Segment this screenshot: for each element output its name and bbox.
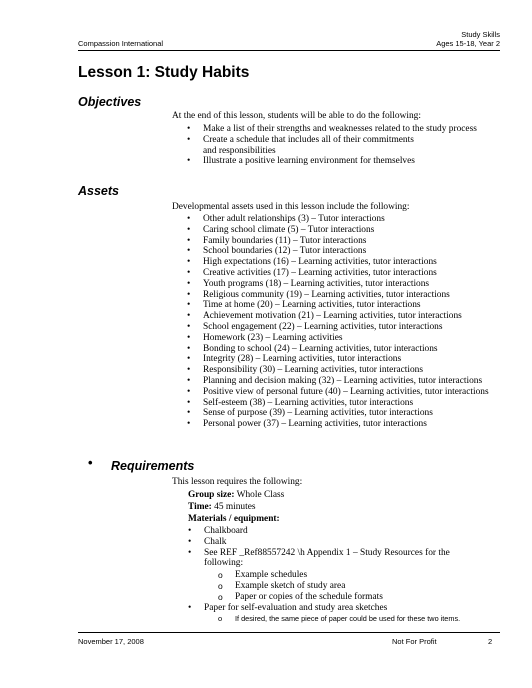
list-item: • Responsibility (30) – Learning activities, tutor interactions <box>187 365 424 376</box>
header-subject: Study Skills <box>461 30 500 39</box>
paper-list <box>188 603 478 614</box>
time: Time: 45 minutes <box>188 502 256 512</box>
bullet-icon: • <box>187 214 191 224</box>
bullet-icon: • <box>187 278 191 289</box>
list-item: • School boundaries (12) – Tutor interactions <box>187 246 367 257</box>
footer-center: Not For Profit <box>392 637 437 646</box>
bullet-icon: • <box>187 332 191 343</box>
list-item: • Self-esteem (38) – Learning activities, tutor interactions <box>187 397 414 408</box>
materials-list <box>188 526 478 569</box>
bullet-icon: • <box>88 455 93 470</box>
assets-list <box>172 214 492 430</box>
page-number: 2 <box>488 637 493 646</box>
list-item: • Chalkboard <box>188 526 248 536</box>
lesson-title: Lesson 1: Study Habits <box>78 64 250 81</box>
bullet-icon: • <box>187 235 191 246</box>
list-item: • Chalk <box>188 536 227 547</box>
objectives-heading: Objectives <box>78 95 142 109</box>
header-org: Compassion International <box>78 39 164 48</box>
bullet-icon: • <box>187 267 191 278</box>
bullet-icon: • <box>188 547 192 558</box>
list-item: • Youth programs (18) – Learning activities, tutor interactions <box>187 278 430 289</box>
objectives-intro: At the end of this lesson, students will be able to do the following: <box>172 111 421 121</box>
bullet-icon: • <box>187 124 191 134</box>
list-item: o Example sketch of study area <box>218 580 346 591</box>
list-item: • Family boundaries (11) – Tutor interactions <box>187 235 367 246</box>
list-item: • Sense of purpose (39) – Learning activities, tutor interactions <box>187 408 433 419</box>
bullet-icon: • <box>187 311 191 322</box>
list-item: • Time at home (20) – Learning activities, tutor interactions <box>187 300 421 311</box>
list-item: • Religious community (19) – Learning activities, tutor interactions <box>187 289 450 300</box>
list-item: • See REF _Ref88557242 \h Appendix 1 – Study Resources for the following: <box>188 547 450 569</box>
list-item: • Make a list of their strengths and weaknesses related to the study process <box>187 124 477 134</box>
list-item: • Positive view of personal future (40) – Learning activities, tutor interactions <box>187 386 489 397</box>
bullet-icon: • <box>187 257 191 268</box>
circle-bullet-icon: o <box>218 570 223 580</box>
bullet-icon: • <box>187 224 191 235</box>
list-item: • Creative activities (17) – Learning activities, tutor interactions <box>187 267 437 278</box>
assets-intro: Developmental assets used in this lesson include the following: <box>172 202 410 212</box>
bullet-icon: • <box>187 397 191 408</box>
header-rule <box>78 50 500 51</box>
list-item: • Illustrate a positive learning environment for themselves <box>187 156 415 167</box>
header-ages: Ages 15-18, Year 2 <box>436 39 500 48</box>
bullet-icon: • <box>187 246 191 257</box>
bullet-icon: • <box>188 603 192 613</box>
circle-bullet-icon: o <box>218 614 223 623</box>
document-page: Compassion International Study Skills Ages 15-18, Year 2 Lesson 1: Study Habits Objectives At the end of this lesson, students will be able to do the following: • Make a list of their strengths and weaknesses related to the study process • Create a schedule that includes all of their commitments and responsibilities • Illustrate a positive learning environment for themselves Assets Developmental assets used in this lesson include the following: • Other adult relationships (3) – Tutor interactions • Caring school climate (5) – Tutor interactions • Family boundaries (11) – Tutor interactions • School boundaries (12) – Tutor interactions • High expectations (16) – Learning activities, tutor interactions • Creative activities (17) – Learning activities, tutor interactions • Youth programs (18) – Learning activities, tutor interactions • Religious community (19) – Learning activities, tutor interactions • Time at home (20) – Learning activities, tutor interactions • Achievement motivation (21) – Learning activities, tutor interactions • School engagement (22) – Learning activities, tutor interactions • Homework (23) – Learning activities • Bonding to school (24) – Learning activities, tutor interactions • Integrity (28) – Learning activities, tutor interactions • Responsibility (30) – Learning activities, tutor interactions • Planning and decision making (32) – Learning activities, tutor interactions • Positive view of personal future (40) – Learning activities, tutor interactions • Self-esteem (38) – Learning activities, tutor interactions • Sense of purpose (39) – Learning activities, tutor interactions • Personal power (37) – Learning activities, tutor interactions • Requirements This lesson requires the following: Group size: Whole Class Time: 45 minutes Materials / equipment: • Chalkboard • Chalk • See REF _Ref88557242 \h Appendix 1 – Study Resources for the following: o Example schedules o Example sketch of study area o Paper or copies of the schedule formats • Paper for self-evaluation and study area sketches o If desired, the same piece of paper could be used for these two items. November 17, 2008 Not For Profit 2 <box>78 30 500 646</box>
list-item: • Bonding to school (24) – Learning activities, tutor interactions <box>187 343 438 354</box>
bullet-icon: • <box>187 343 191 354</box>
requirements-heading: Requirements <box>111 459 195 473</box>
bullet-icon: • <box>187 408 191 419</box>
bullet-icon: • <box>188 526 192 536</box>
list-item: • Personal power (37) – Learning activities, tutor interactions <box>187 419 427 430</box>
list-item: • Paper for self-evaluation and study area sketches <box>188 603 388 613</box>
footer-rule <box>78 632 500 633</box>
requirements-intro: This lesson requires the following: <box>172 477 303 487</box>
bullet-icon: • <box>187 300 191 311</box>
list-item: • Homework (23) – Learning activities <box>187 332 343 343</box>
list-item: • Integrity (28) – Learning activities, tutor interactions <box>187 354 402 365</box>
materials-label: Materials / equipment: <box>188 514 280 524</box>
bullet-icon: • <box>187 289 191 300</box>
bullet-icon: • <box>188 536 192 547</box>
circle-bullet-icon: o <box>218 580 223 591</box>
circle-bullet-icon: o <box>218 591 223 602</box>
group-size: Group size: Whole Class <box>188 490 285 500</box>
list-item: o Paper or copies of the schedule formats <box>218 591 383 602</box>
list-item: • Create a schedule that includes all of their commitments and responsibilities <box>187 134 414 156</box>
assets-heading: Assets <box>78 184 119 198</box>
bullet-icon: • <box>187 321 191 332</box>
bullet-icon: • <box>187 354 191 365</box>
list-item: • School engagement (22) – Learning activities, tutor interactions <box>187 321 443 332</box>
list-item: o Example schedules <box>218 570 308 580</box>
footer-date: November 17, 2008 <box>78 637 144 646</box>
list-item: • Other adult relationships (3) – Tutor interactions <box>187 214 385 224</box>
appendix-list <box>218 570 478 602</box>
bullet-icon: • <box>187 134 191 145</box>
bullet-icon: • <box>187 365 191 376</box>
list-item: • High expectations (16) – Learning activities, tutor interactions <box>187 257 437 268</box>
header-course <box>436 30 500 48</box>
list-item: • Achievement motivation (21) – Learning activities, tutor interactions <box>187 311 462 322</box>
objectives-list <box>172 124 492 167</box>
bullet-icon: • <box>187 386 191 397</box>
bullet-icon: • <box>187 156 191 167</box>
bullet-icon: • <box>187 419 191 430</box>
list-item: • Caring school climate (5) – Tutor interactions <box>187 224 375 235</box>
list-item: • Planning and decision making (32) – Learning activities, tutor interactions <box>187 375 483 386</box>
bullet-icon: • <box>187 375 191 386</box>
